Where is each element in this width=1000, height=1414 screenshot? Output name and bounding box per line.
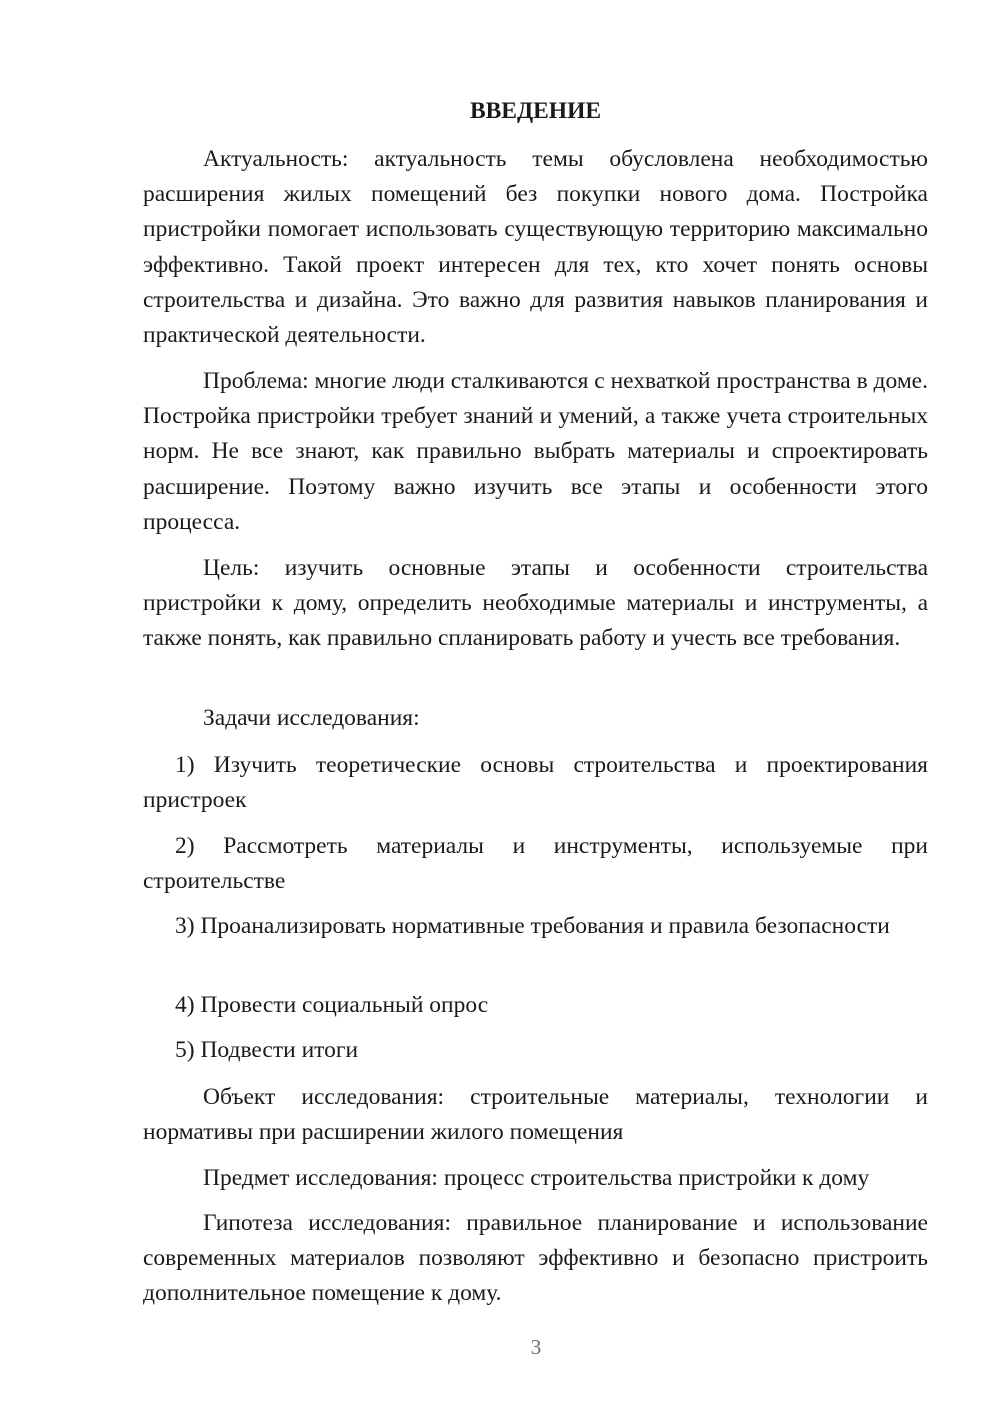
subject-paragraph: Предмет исследования: процесс строительства пристройки к дому: [203, 1165, 870, 1191]
task-item: 4) Провести социальный опрос: [175, 992, 489, 1018]
relevance-paragraph: Актуальность: актуальность темы обусловлена необходимостью расширения жилых помещений без покупки нового дома. Постройка пристройки помогает использовать существующую территорию максимально эффективно. Такой проект интересен для тех, кто хочет понять основы строительства и дизайна. Это важно для развития навыков планирования и практической деятельности.: [143, 146, 928, 349]
tasks-heading: Задачи исследования:: [203, 705, 420, 731]
task-item: 2) Рассмотреть материалы и инструменты, используемые при строительстве: [143, 833, 928, 895]
hypothesis-paragraph: Гипотеза исследования: правильное планирование и использование современных материалов позволяют эффективно и безопасно пристроить дополнительное помещение к дому.: [143, 1210, 928, 1307]
page-title: ВВЕДЕНИЕ: [469, 98, 602, 124]
task-item: 1) Изучить теоретические основы строительства и проектирования пристроек: [143, 752, 928, 814]
task-item: 5) Подвести итоги: [175, 1037, 359, 1063]
object-paragraph: Объект исследования: строительные материалы, технологии и нормативы при расширении жилого помещения: [143, 1084, 928, 1146]
task-item: 3) Проанализировать нормативные требования и правила безопасности: [175, 913, 890, 939]
page-number: 3: [530, 1335, 542, 1359]
problem-paragraph: Проблема: многие люди сталкиваются с нехваткой пространства в доме. Постройка пристройки требует знаний и умений, а также учета строительных норм. Не все знают, как правильно выбрать материалы и спроектировать расширение. Поэтому важно изучить все этапы и особенности этого процесса.: [143, 368, 928, 535]
goal-paragraph: Цель: изучить основные этапы и особенности строительства пристройки к дому, определить необходимые материалы и инструменты, а также понять, как правильно спланировать работу и учесть все требования.: [143, 555, 928, 652]
